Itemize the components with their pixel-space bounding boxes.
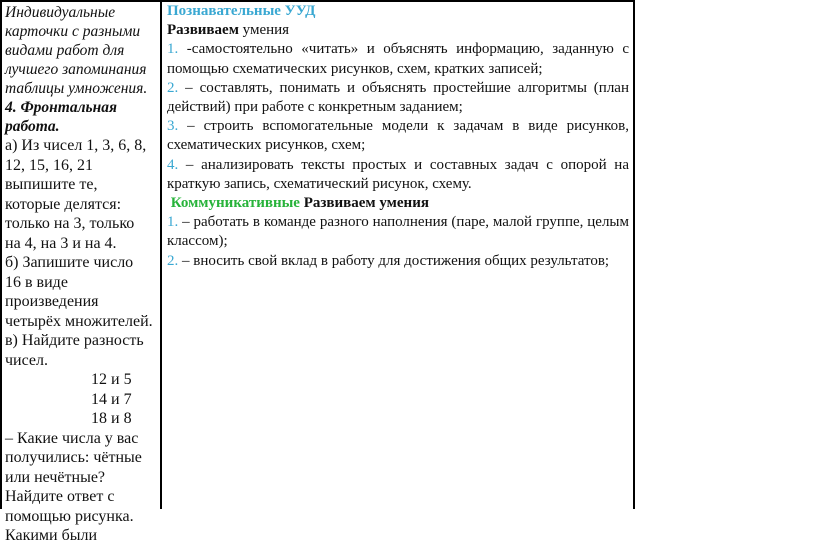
- task-line: а) Из чисел 1, 3, 6, 8,: [5, 137, 147, 154]
- skill-item: 1. – работать в команде разного наполнения (паре, малой группе, целым классом);: [167, 214, 629, 250]
- intro-line: карточки с разными: [5, 23, 141, 40]
- uud-title: Познавательные УУД: [167, 3, 316, 19]
- intro-line: лучшего запоминания: [5, 61, 147, 78]
- section-title: [167, 2, 629, 21]
- task-line: на 4, на 3 и на 4.: [5, 234, 117, 252]
- left-cell: [5, 3, 155, 546]
- task-line: четырёх множителей.: [5, 312, 153, 330]
- intro-line: Индивидуальные: [5, 4, 116, 21]
- skill-item: 1. -самостоятельно «читать» и объяснять информацию, заданную с помощью схематических рисунков, схем, кратких записей;: [167, 41, 629, 77]
- right-cell: [167, 2, 629, 271]
- number-pair: 18 и 8: [91, 410, 132, 427]
- task-line: в) Найдите разность: [5, 332, 144, 349]
- task-line: выпишите те,: [5, 176, 98, 193]
- section-heading: работа.: [5, 118, 60, 135]
- question-line: Какими были: [5, 527, 98, 544]
- table-border-right: [633, 0, 635, 509]
- number-pair: 12 и 5: [91, 371, 132, 388]
- table-column-divider: [160, 0, 162, 509]
- number-pair: 14 и 7: [91, 390, 132, 408]
- question-line: Найдите ответ с: [5, 488, 115, 505]
- skill-item: 4. – анализировать тексты простых и составных задач с опорой на краткую запись, схематический рисунок, схему.: [167, 156, 629, 192]
- item-number: 4.: [167, 156, 179, 173]
- task-line: чисел.: [5, 351, 48, 369]
- task-line: 16 в виде: [5, 273, 68, 291]
- item-number: 1.: [167, 214, 179, 231]
- item-number: 2.: [167, 79, 179, 96]
- skill-item: 2. – составлять, понимать и объяснять простейшие алгоритмы (план действий) при работе с конкретным заданием;: [167, 79, 629, 116]
- communicative-label: Коммуникативные: [170, 195, 300, 212]
- task-line: 12, 15, 16, 21: [5, 156, 93, 174]
- table-border-left: [0, 0, 2, 509]
- develop-heading: Развиваем умения: [167, 22, 290, 39]
- task-line: б) Запишите число: [5, 254, 134, 271]
- question-line: или нечётные?: [5, 468, 106, 486]
- item-number: 3.: [167, 118, 179, 135]
- intro-line: таблицы умножения.: [5, 80, 148, 97]
- skill-item: 3. – строить вспомогательные модели к задачам в виде рисунков, схематических рисунков, схем;: [167, 118, 629, 154]
- intro-line: видами работ для: [5, 42, 125, 59]
- question-line: получились: чётные: [5, 449, 142, 466]
- communicative-heading: Коммуникативные Развиваем умения: [170, 195, 429, 212]
- skill-item: 2. – вносить свой вклад в работу для достижения общих результатов;: [167, 252, 610, 269]
- task-line: произведения: [5, 293, 99, 310]
- task-line: которые делятся:: [5, 195, 122, 213]
- question-line: – Какие числа у вас: [5, 429, 139, 447]
- section-heading: 4. Фронтальная: [5, 99, 117, 116]
- question-line: помощью рисунка.: [5, 507, 134, 525]
- item-number: 2.: [167, 252, 179, 269]
- task-line: только на 3, только: [5, 215, 135, 232]
- item-number: 1.: [167, 41, 179, 58]
